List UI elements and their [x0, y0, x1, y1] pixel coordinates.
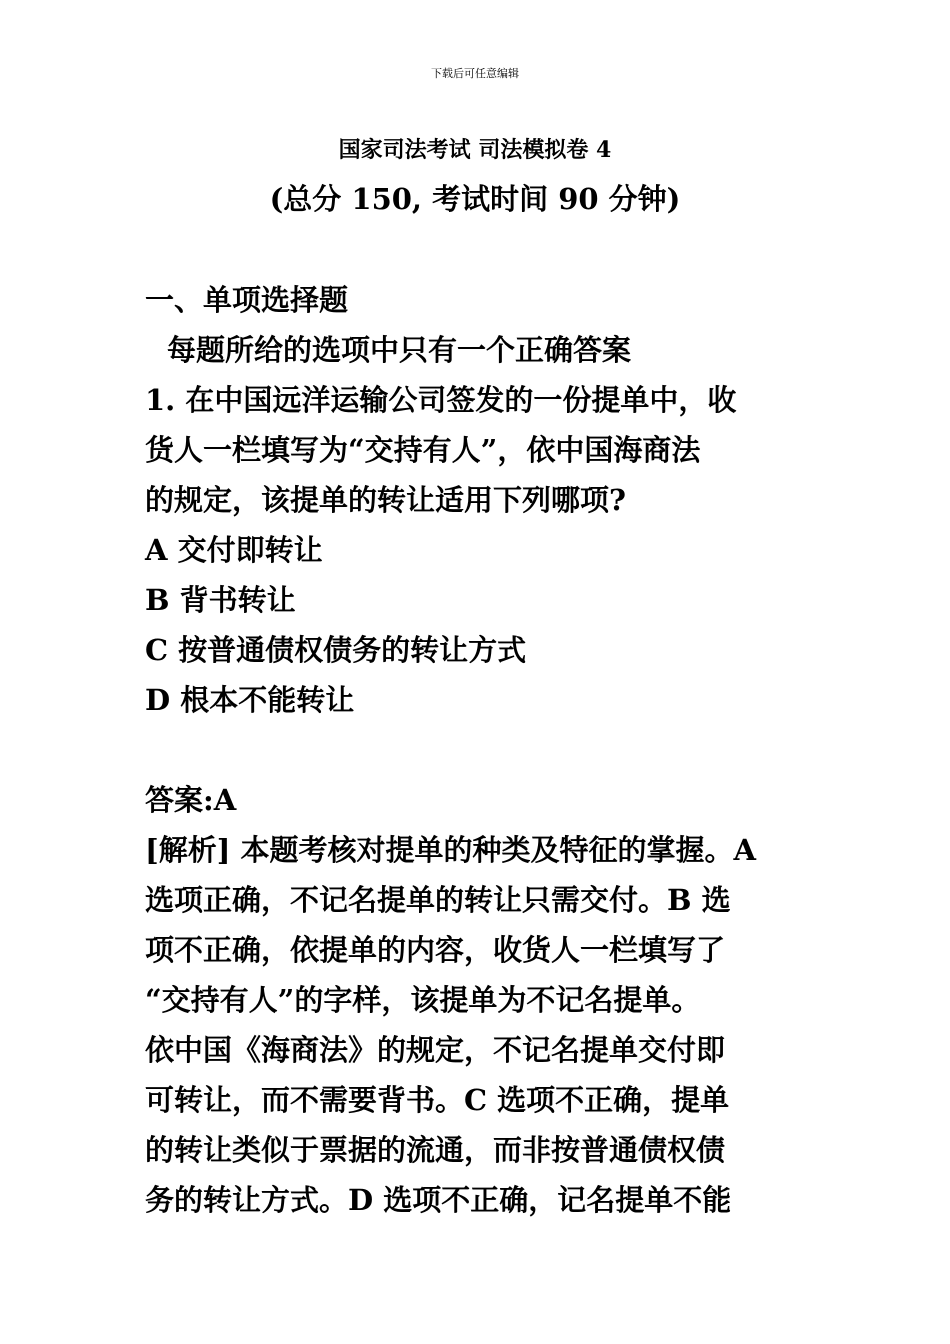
question-line: 的规定，该提单的转让适用下列哪项?: [145, 483, 626, 517]
section-heading: 一、单项选择题: [145, 283, 349, 317]
question-line: 1. 在中国远洋运输公司签发的一份提单中，收: [145, 383, 737, 417]
analysis-line: [解析] 本题考核对提单的种类及特征的掌握。A: [145, 833, 757, 867]
analysis-line: 务的转让方式。D 选项不正确，记名提单不能: [145, 1183, 732, 1217]
section-instruction: 每题所给的选项中只有一个正确答案: [167, 333, 632, 367]
analysis-line: 的转让类似于票据的流通，而非按普通债权债: [145, 1133, 726, 1167]
analysis-line: 可转让，而不需要背书。C 选项不正确，提单: [145, 1083, 730, 1117]
header-note: 下载后可任意编辑: [431, 67, 519, 80]
exam-title: 国家司法考试 司法模拟卷 4: [338, 137, 612, 163]
option-b: B 背书转让: [145, 583, 296, 617]
analysis-line: 项不正确，依提单的内容，收货人一栏填写了: [145, 933, 726, 967]
analysis-line: 选项正确，不记名提单的转让只需交付。B 选: [145, 883, 731, 917]
answer-label: 答案:A: [145, 783, 237, 817]
exam-subtitle: (总分 150, 考试时间 90 分钟): [269, 182, 681, 216]
answer-options: [145, 525, 810, 725]
analysis-line: “交持有人”的字样，该提单为不记名提单。: [145, 983, 701, 1017]
question-line: 货人一栏填写为“交持有人”，依中国海商法: [145, 433, 701, 467]
analysis-text: [145, 825, 810, 1225]
question-text: [145, 375, 810, 525]
option-c: C 按普通债权债务的转让方式: [145, 633, 527, 667]
analysis-line: 依中国《海商法》的规定，不记名提单交付即: [145, 1033, 726, 1067]
option-d: D 根本不能转让: [145, 683, 355, 717]
option-a: A 交付即转让: [145, 533, 323, 567]
